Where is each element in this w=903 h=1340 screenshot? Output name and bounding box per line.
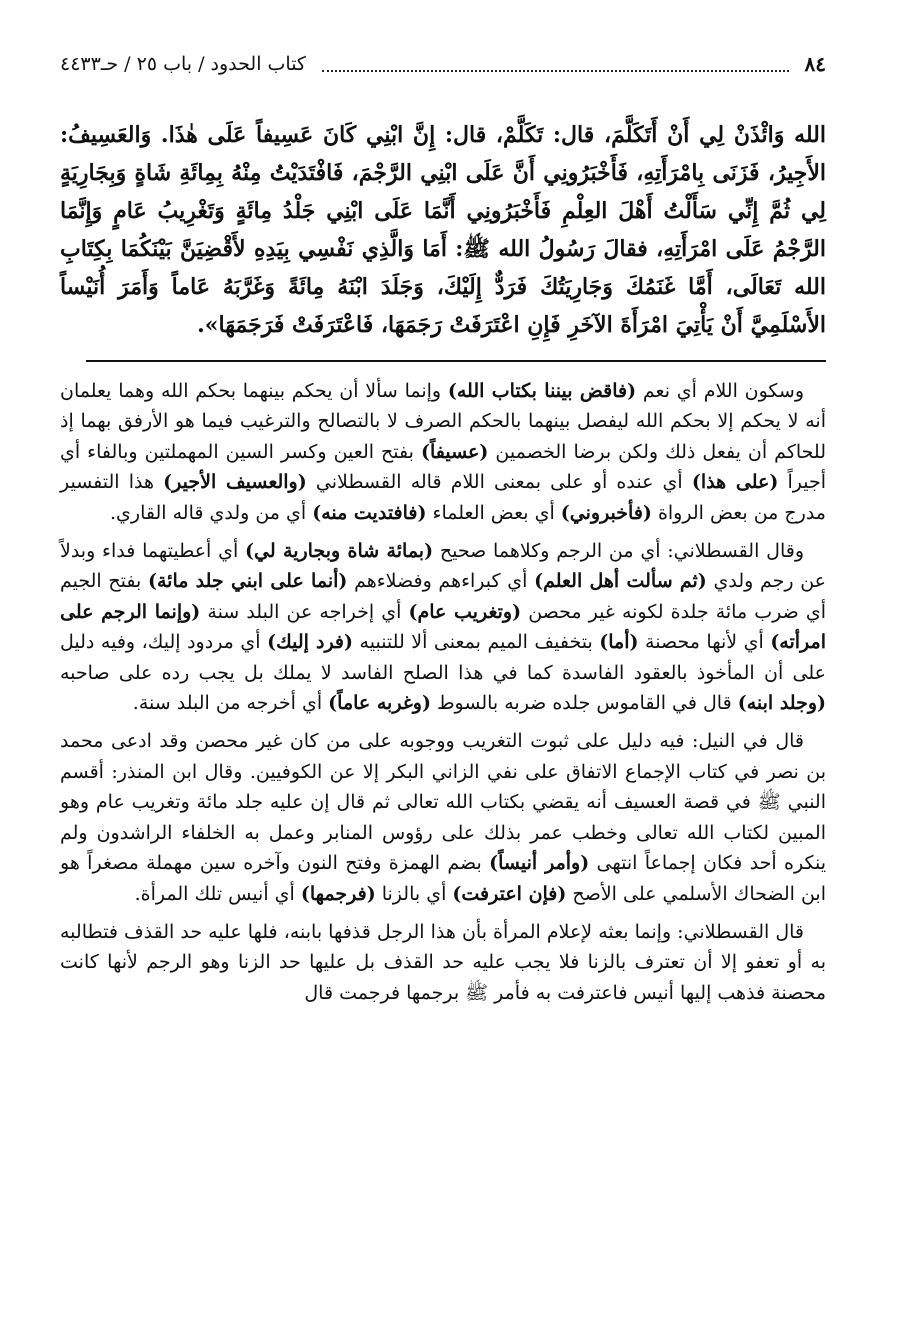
commentary-text: بتخفيف الميم بمعنى ألا للتنبيه	[353, 631, 600, 654]
header-dotted-leader	[322, 56, 789, 72]
commentary-text: أي بعض العلماء	[426, 501, 561, 524]
quoted-phrase: (وجلد ابنه)	[737, 692, 826, 715]
quoted-phrase: (وغربه عاماً)	[328, 692, 431, 715]
commentary-text: وسكون اللام أي نعم	[636, 380, 804, 402]
commentary-text: أي إخراجه عن البلد سنة	[200, 600, 409, 623]
book-page	[60, 48, 826, 1016]
quoted-phrase: (ثم سألت أهل العلم)	[534, 570, 707, 593]
commentary-paragraph	[60, 536, 826, 718]
section-divider	[86, 360, 826, 362]
quoted-phrase: (فاقض بيننا بكتاب الله)	[447, 380, 637, 402]
commentary-text: وإنما سألا أن يحكم بينهما بحكم الله وهما يعلمان أنه لا يحكم إلا بحكم الله ليفصل بينهما بالحكم الصرف لا بالتصالح والترغيب فيما هو الأرفق بهما إذ للحاكم أن يفعل ذلك ولكن برضا الخصمين	[60, 380, 827, 463]
commentary-paragraph	[60, 376, 826, 528]
running-header	[60, 48, 826, 80]
quoted-phrase: (والعسيف الأجير)	[163, 471, 307, 494]
quoted-phrase: (وتغريب عام)	[408, 600, 522, 623]
quoted-phrase: (وإنما الرجم على امرأته)	[60, 600, 826, 654]
quoted-phrase: (أما)	[599, 631, 639, 654]
commentary-text: بفتح العين وكسر السين المهملتين وبالفاء أي أجيراً	[60, 440, 827, 494]
commentary-paragraph	[60, 726, 826, 908]
commentary-text: قال في النيل: فيه دليل على ثبوت التغريب ووجوبه على من كان غير محصن وقد ادعى محمد بن نصر في كتاب الإجماع الاتفاق على نفي الزاني البكر إلا عن الكوفيين. وقال ابن المنذر: أقسم النبي ﷺ في قصة العسيف أنه يقضي بكتاب الله تعالى ثم قال إن عليه جلد مائة وتغريب عام وهو المبين لكتاب الله تعالى وخطب عمر بذلك على رؤوس المنابر وعمل به الخلفاء الراشدون ولم ينكره أحد فكان إجماعاً انتهى	[60, 730, 827, 875]
commentary-text: قال في القاموس جلده ضربه بالسوط	[430, 692, 738, 715]
commentary	[60, 376, 826, 1008]
commentary-text: أي بالزنا	[375, 882, 453, 905]
commentary-paragraph	[60, 917, 826, 1008]
commentary-text: أي مردود إليك، وفيه دليل على أن المأخوذ بالعقود الفاسدة كما في هذا الصلح الفاسد لا يملك بل يجب رده على صاحبه	[60, 631, 826, 684]
quoted-phrase: (فرجمها)	[300, 882, 376, 905]
page-number: ٨٤	[804, 52, 826, 76]
quoted-phrase: (فافتديت منه)	[312, 501, 427, 524]
quoted-phrase: (وأمر أنيساً)	[489, 852, 590, 875]
quoted-phrase: (على هذا)	[691, 471, 779, 494]
quoted-phrase: (عسيفاً)	[420, 440, 489, 463]
hadith-text: الله وَائْذَنْ لِي أَنْ أَتَكَلَّمَ، قال: تَكَلَّمْ، قال: إِنَّ ابْنِي كَانَ عَسِيفاً عَلَى هٰذَا. وَالعَسِيفُ: الأَجِيرُ، فَزَنَى بِامْرَأَتِهِ، فَأَخْبَرُونِي أَنَّ عَلَى ابْنِي الرَّجْمَ، فَافْتَدَيْتُ مِنْهُ بِمِائَةِ شَاةٍ وَبِجَارِيَةٍ لِي ثُمَّ إِنِّي سَأَلْتُ أَهْلَ العِلْمِ فَأَخْبَرُونِي أَنَّمَا عَلَى ابْنِي جَلْدُ مِائَةٍ وَتَغْرِيبُ عَامٍ وَإِنَّمَا الرَّجْمُ عَلَى امْرَأَتِهِ، فقالَ رَسُولُ الله ﷺ: أَمَا وَالَّذِي نَفْسِي بِيَدِهِ لأَقْضِيَنَّ بَيْنَكُمَا بِكِتَابِ الله تَعَالَى، أَمَّا غَنَمُكَ وَجَارِيَتُكَ فَرَدٌّ إِلَيْكَ، وَجَلَدَ ابْنَهُ مِائَةً وَغَرَّبَهُ عَاماً وَأَمَرَ أُنَيْساً الأَسْلَمِيَّ أَنْ يَأْتِيَ امْرَأَةَ الآخَرِ فَإِنِ اعْتَرَفَتْ رَجَمَهَا، فَاعْتَرَفَتْ فَرَجَمَهَا».	[60, 122, 826, 338]
commentary-text: هذا التفسير مدرج من بعض الرواة	[60, 471, 826, 524]
commentary-text: أي من ولدي قاله القاري.	[110, 501, 313, 524]
quoted-phrase: (بمائة شاة وبجارية لي)	[245, 540, 434, 563]
quoted-phrase: (فرد إليك)	[267, 631, 354, 654]
commentary-text: بضم الهمزة وفتح النون وآخره سين مهملة مصغراً هو ابن الضحاك الأسلمي على الأصح	[60, 852, 826, 905]
commentary-text: أي أعطيتهما فداء وبدلاً عن رجم ولدي	[60, 540, 827, 593]
book-chapter-title: كتاب الحدود / باب ٢٥ / حـ٤٤٣٣	[60, 53, 306, 75]
quoted-phrase: (أنما على ابني جلد مائة)	[147, 570, 348, 593]
commentary-text: أي عنده أو على بمعنى اللام قاله القسطلاني	[306, 471, 692, 494]
quoted-phrase: (فأخبروني)	[560, 501, 652, 524]
commentary-text: أي لأنها محصنة	[638, 631, 771, 654]
commentary-text: أي أنيس تلك المرأة.	[134, 882, 301, 905]
quoted-phrase: (فإن اعترفت)	[452, 882, 567, 905]
commentary-text: وقال القسطلاني: أي من الرجم وكلاهما صحيح	[433, 540, 804, 563]
commentary-text: أي أخرجه من البلد سنة.	[132, 692, 329, 715]
commentary-text: بفتح الجيم أي ضرب مائة جلدة لكونه غير محصن	[60, 570, 826, 623]
commentary-text: أي كبراءهم وفضلاءهم	[347, 570, 535, 593]
commentary-text: قال القسطلاني: وإنما بعثه لإعلام المرأة بأن هذا الرجل قذفها بابنه، فلها عليه حد القذف فتطالبه به أو تعفو إلا أن تعترف بالزنا فلا يجب عليه حد القذف بل عليها حد الزنا وهو الرجم لأنها كانت محصنة فذهب إليها أنيس فاعترفت به فأمر ﷺ برجمها فرجمت قال	[60, 920, 826, 1004]
